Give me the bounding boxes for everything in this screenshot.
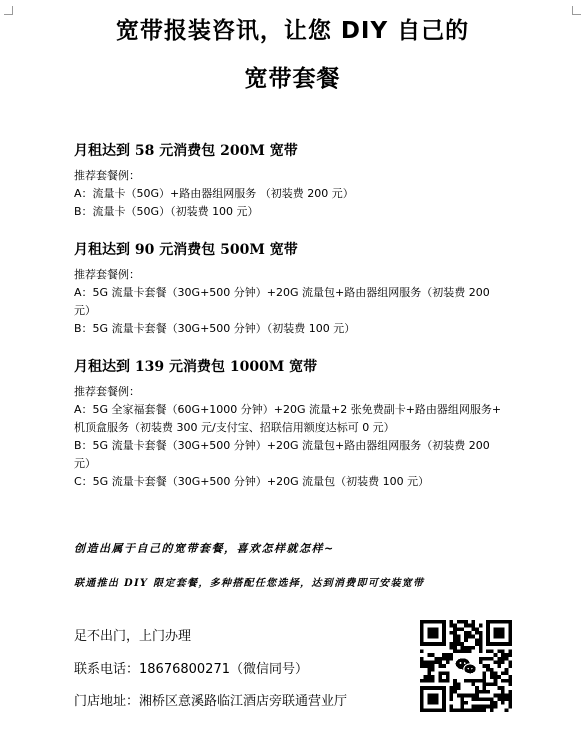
- package-line: 机顶盒服务（初装费 300 元/支付宝、招联信用额度达标可 0 元）: [74, 421, 395, 434]
- package-line: A：流量卡（50G）+路由器组网服务 （初装费 200 元）: [74, 187, 354, 200]
- contact-phone: 联系电话：18676800271（微信同号）: [74, 662, 308, 677]
- package-heading: 月租达到 58 元消费包 200M 宽带: [74, 143, 298, 159]
- package-heading: 月租达到 139 元消费包 1000M 宽带: [74, 359, 318, 375]
- slogan-line-2: 联通推出 DIY 限定套餐，多种搭配任您选择，达到消费即可安装宽带: [74, 578, 425, 589]
- page-title-line-1: 宽带报装咨讯，让您 DIY 自己的: [115, 18, 470, 44]
- wechat-qr-code-icon: [420, 620, 512, 712]
- store-address: 门店地址：湘桥区意溪路临江酒店旁联通营业厅: [74, 694, 348, 709]
- package-line: A：5G 全家福套餐（60G+1000 分钟）+20G 流量+2 张免费副卡+路由器组网服务+: [74, 403, 502, 416]
- package-line: 推荐套餐例：: [74, 169, 140, 182]
- slogan-line-1: 创造出属于自己的宽带套餐，喜欢怎样就怎样~: [74, 542, 335, 555]
- package-line: 推荐套餐例：: [74, 385, 140, 398]
- package-section-139: [74, 356, 544, 491]
- page-title-line-2: 宽带套餐: [244, 66, 341, 92]
- package-heading: 月租达到 90 元消费包 500M 宽带: [74, 242, 298, 258]
- package-line: B：5G 流量卡套餐（30G+500 分钟）+20G 流量包+路由器组网服务（初装费 200: [74, 439, 490, 452]
- package-line: B：流量卡（50G）（初装费 100 元）: [74, 205, 259, 218]
- package-line: 推荐套餐例：: [74, 268, 140, 281]
- service-note: 足不出门，上门办理: [74, 629, 192, 644]
- package-line: 元）: [74, 304, 96, 317]
- package-line: 元）: [74, 457, 96, 470]
- package-line: B：5G 流量卡套餐（30G+500 分钟）（初装费 100 元）: [74, 322, 356, 335]
- package-section-58: [74, 140, 544, 221]
- package-section-90: [74, 239, 544, 338]
- package-line: C：5G 流量卡套餐（30G+500 分钟）+20G 流量包（初装费 100 元）: [74, 475, 430, 488]
- package-line: A：5G 流量卡套餐（30G+500 分钟）+20G 流量包+路由器组网服务（初装费 200: [74, 286, 490, 299]
